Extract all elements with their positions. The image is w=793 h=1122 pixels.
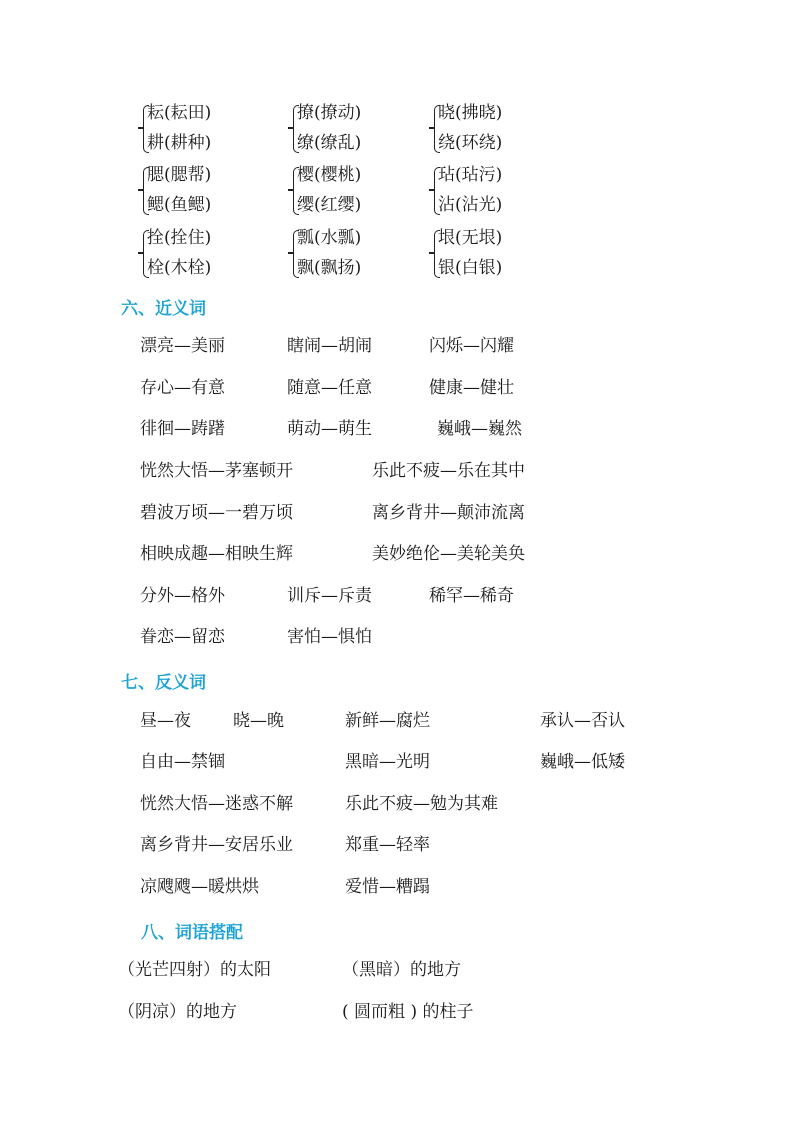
synonym-pair: 相映成趣—相映生辉 xyxy=(140,544,293,564)
char-pair-group xyxy=(434,228,574,284)
synonym-pair: 稀罕—稀奇 xyxy=(429,586,514,606)
antonym-pair: 新鲜—腐烂 xyxy=(345,711,430,731)
collocation-item: （黑暗）的地方 xyxy=(342,960,461,980)
char-pair-line: 耕(耕种) xyxy=(147,133,212,153)
char-pair-group xyxy=(293,165,433,221)
char-pair-group xyxy=(293,103,433,159)
char-pair-line: 腮(腮帮) xyxy=(147,165,212,185)
char-pair-group xyxy=(434,103,574,159)
char-pair-line: 撩(撩动) xyxy=(297,103,362,123)
char-pair-line: 栓(木栓) xyxy=(147,258,212,278)
char-pair-line: 瓢(水瓢) xyxy=(297,228,362,248)
char-pair-line: 耘(耘田) xyxy=(147,103,212,123)
antonym-pair: 恍然大悟—迷惑不解 xyxy=(140,794,293,814)
char-pair-line: 飘(飘扬) xyxy=(297,258,362,278)
char-pair-line: 晓(拂晓) xyxy=(438,103,503,123)
section-heading-synonyms: 六、近义词 xyxy=(121,299,206,319)
char-pair-line: 绕(环绕) xyxy=(438,133,503,153)
antonym-pair: 巍峨—低矮 xyxy=(540,752,625,772)
antonym-pair: 承认—否认 xyxy=(540,711,625,731)
synonym-pair: 瞎闹—胡闹 xyxy=(287,336,372,356)
synonym-pair: 分外—格外 xyxy=(140,586,225,606)
section-heading-antonyms: 七、反义词 xyxy=(121,673,206,693)
synonym-pair: 离乡背井—颠沛流离 xyxy=(372,503,525,523)
char-pair-group xyxy=(143,103,283,159)
synonym-pair: 眷恋—留恋 xyxy=(140,627,225,647)
char-pair-group xyxy=(293,228,433,284)
antonym-pair: 黑暗—光明 xyxy=(345,752,430,772)
synonym-pair: 训斥—斥责 xyxy=(287,586,372,606)
synonym-pair: 碧波万顷—一碧万顷 xyxy=(140,503,293,523)
antonym-pair: 凉飕飕—暖烘烘 xyxy=(140,877,259,897)
synonym-pair: 闪烁—闪耀 xyxy=(429,336,514,356)
char-pair-line: 鳃(鱼鳃) xyxy=(147,195,212,215)
antonym-pair: 爱惜—糟蹋 xyxy=(345,877,430,897)
synonym-pair: 存心—有意 xyxy=(140,378,225,398)
antonym-pair: 郑重—轻率 xyxy=(345,835,430,855)
char-pair-line: 樱(樱桃) xyxy=(297,165,362,185)
synonym-pair: 美妙绝伦—美轮美奂 xyxy=(372,544,525,564)
char-pair-line: 垠(无垠) xyxy=(438,228,503,248)
char-pair-line: 银(白银) xyxy=(438,258,503,278)
char-pair-group xyxy=(143,228,283,284)
char-pair-group xyxy=(143,165,283,221)
synonym-pair: 漂亮—美丽 xyxy=(140,336,225,356)
antonym-pair: 晓—晚 xyxy=(233,711,284,731)
synonym-pair: 巍峨—巍然 xyxy=(437,419,522,439)
char-pair-line: 拴(拴住) xyxy=(147,228,212,248)
char-pair-line: 玷(玷污) xyxy=(438,165,503,185)
synonym-pair: 随意—任意 xyxy=(287,378,372,398)
antonym-pair: 离乡背井—安居乐业 xyxy=(140,835,293,855)
antonym-pair: 昼—夜 xyxy=(140,711,191,731)
char-pair-line: 沾(沾光) xyxy=(438,195,503,215)
antonym-pair: 乐此不疲—勉为其难 xyxy=(345,794,498,814)
char-pair-line: 缨(红缨) xyxy=(297,195,362,215)
char-pair-line: 缭(缭乱) xyxy=(297,133,362,153)
synonym-pair: 恍然大悟—茅塞顿开 xyxy=(140,461,293,481)
synonym-pair: 健康—健壮 xyxy=(429,378,514,398)
antonym-pair: 自由—禁锢 xyxy=(140,752,225,772)
synonym-pair: 萌动—萌生 xyxy=(287,419,372,439)
synonym-pair: 乐此不疲—乐在其中 xyxy=(372,461,525,481)
collocation-item: （光芒四射）的太阳 xyxy=(118,960,271,980)
synonym-pair: 徘徊—踌躇 xyxy=(140,419,225,439)
synonym-pair: 害怕—惧怕 xyxy=(287,627,372,647)
collocation-item: ( 圆而粗 ) 的柱子 xyxy=(342,1002,474,1022)
char-pair-group xyxy=(434,165,574,221)
collocation-item: （阴凉）的地方 xyxy=(118,1002,237,1022)
section-heading-collocations: 八、词语搭配 xyxy=(141,923,243,943)
